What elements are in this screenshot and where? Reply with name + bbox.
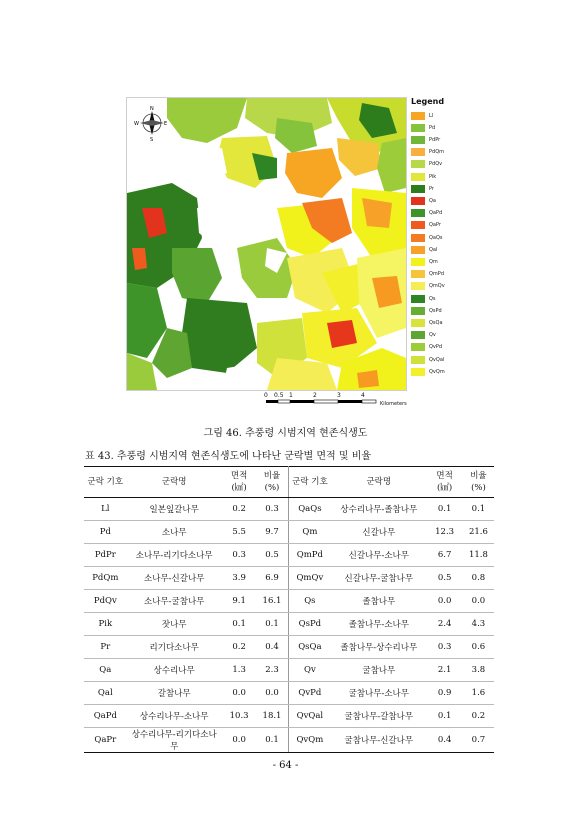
legend-swatch	[411, 173, 425, 181]
table-cell: 10.3	[222, 705, 257, 728]
table-cell: QsPd	[288, 613, 331, 636]
legend-label: QvQal	[429, 356, 445, 363]
legend-item	[411, 221, 441, 230]
legend-swatch	[411, 258, 425, 266]
legend-swatch	[411, 221, 425, 229]
header-code: 군락 기호	[84, 467, 127, 498]
legend-swatch	[411, 282, 425, 290]
legend-swatch	[411, 197, 425, 205]
legend-swatch	[411, 343, 425, 351]
legend-label: QvPd	[429, 344, 443, 351]
legend-item	[411, 282, 445, 291]
table-cell: Pr	[84, 636, 127, 659]
table-row	[84, 705, 494, 728]
scale-bar	[262, 392, 412, 416]
table-cell: 0.3	[426, 636, 463, 659]
legend-swatch	[411, 160, 425, 168]
table-cell: 상수리나무-졸참나무	[331, 498, 426, 521]
table-cell: PdPr	[84, 544, 127, 567]
legend-item	[411, 148, 444, 157]
table-cell: 18.1	[256, 705, 288, 728]
legend-label: Qa	[429, 197, 436, 204]
table-cell: 0.7	[463, 728, 494, 753]
legend-swatch	[411, 209, 425, 217]
legend-label: Qm	[429, 258, 438, 265]
table-cell: 신갈나무	[331, 521, 426, 544]
table-cell: 갈참나무	[127, 682, 222, 705]
legend-label: Qs	[429, 295, 436, 302]
table-cell: Qal	[84, 682, 127, 705]
header-name: 군락명	[127, 467, 222, 498]
vegetation-map-graphic	[127, 98, 406, 390]
table-cell: 0.5	[426, 567, 463, 590]
table-cell: 졸참나무-소나무	[331, 613, 426, 636]
legend-label: QvQm	[429, 368, 445, 375]
legend-swatch	[411, 331, 425, 339]
legend-label: PdPr	[429, 136, 441, 143]
figure-caption: 그림 46. 추풍령 시범지역 현존식생도	[203, 428, 368, 439]
table-cell: 상수리나무-소나무	[127, 705, 222, 728]
north-letter: N	[150, 106, 154, 112]
legend-item	[411, 343, 442, 352]
legend-label: Qv	[429, 332, 436, 339]
table-cell: PdQm	[84, 567, 127, 590]
table-cell: 0.0	[222, 682, 257, 705]
legend-item	[411, 331, 436, 340]
legend-title: Legend	[411, 97, 445, 106]
table-cell: 0.0	[463, 590, 494, 613]
legend-label: QsPd	[429, 307, 442, 314]
scale-tick: 3	[337, 392, 341, 399]
table-cell: Qm	[288, 521, 331, 544]
table-cell: 0.2	[222, 636, 257, 659]
table-cell: 졸참나무-상수리나무	[331, 636, 426, 659]
table-cell: 소나무	[127, 521, 222, 544]
table-cell: 일본잎갈나무	[127, 498, 222, 521]
table-row	[84, 636, 494, 659]
legend-swatch	[411, 234, 425, 242]
legend-label: QaPd	[429, 210, 443, 217]
table-cell: 1.6	[463, 682, 494, 705]
legend-item	[411, 135, 440, 144]
scale-tick: 0	[264, 392, 268, 399]
legend-item	[411, 160, 442, 169]
legend-swatch	[411, 185, 425, 193]
table-cell: 0.9	[426, 682, 463, 705]
header-area: 면적 (㎢)	[222, 467, 257, 498]
table-row	[84, 544, 494, 567]
table-cell: Qa	[84, 659, 127, 682]
legend-item	[411, 184, 434, 193]
table-cell: 0.6	[463, 636, 494, 659]
legend-item	[411, 245, 437, 254]
table-cell: 0.1	[426, 498, 463, 521]
header-area: 면적 (㎢)	[426, 467, 463, 498]
legend-item	[411, 172, 436, 181]
table-cell: QaPd	[84, 705, 127, 728]
legend-label: PdQv	[429, 161, 443, 168]
table-cell: 2.3	[256, 659, 288, 682]
table-cell: 소나무-신갈나무	[127, 567, 222, 590]
table-cell: Ll	[84, 498, 127, 521]
table-cell: 0.1	[256, 728, 288, 753]
legend-swatch	[411, 246, 425, 254]
table-row	[84, 590, 494, 613]
legend-swatch	[411, 295, 425, 303]
table-cell: 6.7	[426, 544, 463, 567]
table-cell: PdQv	[84, 590, 127, 613]
table-cell: 굴참나무-소나무	[331, 682, 426, 705]
table-cell: 0.2	[222, 498, 257, 521]
table-cell: 4.3	[463, 613, 494, 636]
legend-label: Pd	[429, 124, 436, 131]
east-letter: E	[164, 121, 168, 127]
table-row	[84, 613, 494, 636]
table-cell: 11.8	[463, 544, 494, 567]
legend-item	[411, 270, 444, 279]
table-cell: QmPd	[288, 544, 331, 567]
table-cell: QvQal	[288, 705, 331, 728]
table-cell: 0.0	[256, 682, 288, 705]
legend-swatch	[411, 368, 425, 376]
table-body	[84, 498, 494, 753]
vegetation-map	[126, 97, 407, 391]
table-cell: 0.0	[222, 728, 257, 753]
legend-swatch	[411, 148, 425, 156]
table-cell: 2.4	[426, 613, 463, 636]
south-letter: S	[150, 137, 154, 143]
table-cell: QvQm	[288, 728, 331, 753]
table-cell: 굴참나무	[331, 659, 426, 682]
table-row	[84, 659, 494, 682]
table-cell: 굴참나무-갈참나무	[331, 705, 426, 728]
legend-item	[411, 257, 438, 266]
table-cell: 0.8	[463, 567, 494, 590]
table-header-row	[84, 467, 494, 498]
table-cell: 0.3	[256, 498, 288, 521]
legend-item	[411, 209, 442, 218]
table-cell: 5.5	[222, 521, 257, 544]
legend-item	[411, 123, 435, 132]
table-cell: 소나무-리기다소나무	[127, 544, 222, 567]
table-cell: 0.2	[463, 705, 494, 728]
legend-label: Ll	[429, 112, 434, 119]
legend-swatch	[411, 270, 425, 278]
table-cell: 21.6	[463, 521, 494, 544]
header-ratio: 비율 (%)	[256, 467, 288, 498]
table-cell: QsQa	[288, 636, 331, 659]
legend-swatch	[411, 112, 425, 120]
table-cell: QmQv	[288, 567, 331, 590]
legend-item	[411, 306, 442, 315]
table-cell: 상수리나무	[127, 659, 222, 682]
table-cell: 12.3	[426, 521, 463, 544]
header-code: 군락 기호	[288, 467, 331, 498]
legend-swatch	[411, 319, 425, 327]
legend-item	[411, 111, 433, 120]
table-cell: 9.7	[256, 521, 288, 544]
table-cell: 상수리나무-리기다소나무	[127, 728, 222, 753]
table-cell: 9.1	[222, 590, 257, 613]
table-cell: 0.1	[463, 498, 494, 521]
table-cell: QvPd	[288, 682, 331, 705]
table-cell: 6.9	[256, 567, 288, 590]
header-name: 군락명	[331, 467, 426, 498]
legend-item	[411, 318, 443, 327]
legend-item	[411, 196, 436, 205]
table-cell: 0.1	[256, 613, 288, 636]
legend-label: PdQm	[429, 149, 444, 156]
table-cell: 0.1	[426, 705, 463, 728]
table-cell: 2.1	[426, 659, 463, 682]
scale-units: Kilometers	[380, 401, 407, 407]
table-cell: QaPr	[84, 728, 127, 753]
table-cell: 3.8	[463, 659, 494, 682]
table-cell: 3.9	[222, 567, 257, 590]
page-number: - 64 -	[272, 760, 299, 771]
table-cell: 소나무-굴참나무	[127, 590, 222, 613]
legend-swatch	[411, 136, 425, 144]
table-row	[84, 567, 494, 590]
legend-label: QsQa	[429, 319, 443, 326]
legend-label: QmQv	[429, 283, 445, 290]
scale-tick: 4	[361, 392, 365, 399]
table-cell: 잣나무	[127, 613, 222, 636]
table-cell: 16.1	[256, 590, 288, 613]
west-letter: W	[134, 121, 139, 127]
table-cell: 리기다소나무	[127, 636, 222, 659]
legend-swatch	[411, 124, 425, 132]
legend-label: QaQs	[429, 234, 443, 241]
table-row	[84, 498, 494, 521]
table-cell: 신갈나무-소나무	[331, 544, 426, 567]
table-row	[84, 682, 494, 705]
legend-item	[411, 355, 444, 364]
legend-label: Pr	[429, 185, 434, 192]
table-cell: 신갈나무-굴참나무	[331, 567, 426, 590]
table-cell: 0.1	[222, 613, 257, 636]
scale-tick: 0.5	[274, 392, 284, 399]
table-cell: Pd	[84, 521, 127, 544]
legend-label: QaPr	[429, 222, 441, 229]
scale-tick: 1	[289, 392, 293, 399]
legend-label: QmPd	[429, 271, 444, 278]
legend-label: Qal	[429, 246, 438, 253]
vegetation-area-table	[84, 466, 494, 753]
table-row	[84, 521, 494, 544]
table-cell: 0.4	[426, 728, 463, 753]
table-cell: Qs	[288, 590, 331, 613]
table-cell: 1.3	[222, 659, 257, 682]
scale-tick: 2	[313, 392, 317, 399]
table-caption: 표 43. 추풍령 시범지역 현존식생도에 나타난 군락별 면적 및 비율	[85, 451, 372, 462]
header-ratio: 비율 (%)	[463, 467, 494, 498]
table-cell: 0.4	[256, 636, 288, 659]
table-cell: 졸참나무	[331, 590, 426, 613]
map-legend	[409, 97, 469, 389]
table-cell: Qv	[288, 659, 331, 682]
table-cell: QaQs	[288, 498, 331, 521]
legend-item	[411, 233, 443, 242]
legend-swatch	[411, 356, 425, 364]
table-cell: 굴참나무-신갈나무	[331, 728, 426, 753]
table-cell: 0.5	[256, 544, 288, 567]
table-row	[84, 728, 494, 753]
table-cell: Pik	[84, 613, 127, 636]
table-cell: 0.0	[426, 590, 463, 613]
table-cell: 0.3	[222, 544, 257, 567]
legend-label: Pik	[429, 173, 437, 180]
legend-swatch	[411, 307, 425, 315]
legend-item	[411, 294, 436, 303]
legend-item	[411, 367, 445, 376]
